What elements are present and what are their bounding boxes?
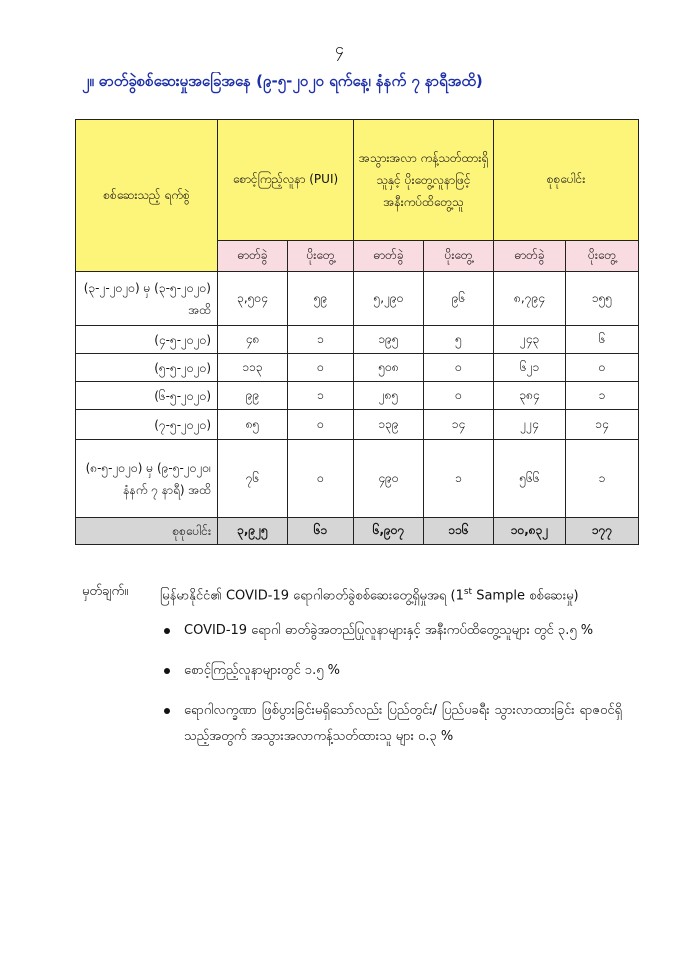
notes-section	[82, 580, 622, 764]
total-positive-cell: ၁	[566, 382, 639, 410]
notes-intro: မြန်မာနိုင်ငံ၏ COVID-19 ရောဂါဓာတ်ခွဲစစ်ဆေးတွေ့ရှိမှုအရ (1st Sample စစ်ဆေးမှု)	[160, 587, 579, 604]
contact-tested-cell: ၅,၂၉၀	[354, 272, 424, 326]
table-row	[76, 410, 639, 440]
bullet-dot-icon	[164, 668, 170, 674]
header-total: စုစုပေါင်း	[494, 120, 639, 241]
contact-positive-cell: ၅	[424, 326, 494, 354]
total-tested-cell: ၂၂၄	[494, 410, 566, 440]
pui-positive-cell: ၀	[288, 440, 354, 518]
subheader-tested: ဓာတ်ခွဲ	[494, 241, 566, 272]
contact-positive-cell: ၀	[424, 354, 494, 382]
contact-positive-cell: ၁	[424, 440, 494, 518]
pui-tested-cell: ၇၆	[218, 440, 288, 518]
bullet-dot-icon	[164, 628, 170, 634]
total-tested-cell: ၅၆၆	[494, 440, 566, 518]
contact-tested-cell: ၂၈၅	[354, 382, 424, 410]
subheader-tested: ဓာတ်ခွဲ	[354, 241, 424, 272]
total-tested-cell: ၂၄၃	[494, 326, 566, 354]
grand-tested-total: ၁၀,၈၃၂	[494, 518, 566, 545]
subheader-positive: ပိုးတွေ့	[288, 241, 354, 272]
pui-positive-cell: ၁	[288, 382, 354, 410]
row-date: (၈-၅-၂၀၂၀) မှ (၉-၅-၂၀၂၀၊ နံနက် ၇ နာရီ) အထိ	[76, 440, 218, 518]
total-tested-cell: ၈,၇၉၄	[494, 272, 566, 326]
subheader-positive: ပိုးတွေ့	[566, 241, 639, 272]
row-date: (၅-၅-၂၀၂၀)	[76, 354, 218, 382]
table-total-row	[76, 518, 639, 545]
pui-positive-cell: ၅၉	[288, 272, 354, 326]
total-positive-cell: ၁၅၅	[566, 272, 639, 326]
total-positive-cell: ၁	[566, 440, 639, 518]
pui-positive-cell: ၀	[288, 354, 354, 382]
total-label: စုစုပေါင်း	[76, 518, 218, 545]
pui-tested-cell: ၃,၅၀၄	[218, 272, 288, 326]
header-test-date: စစ်ဆေးသည့် ရက်စွဲ	[76, 120, 218, 272]
pui-tested-cell: ၈၅	[218, 410, 288, 440]
table-row	[76, 440, 639, 518]
bullet-dot-icon	[164, 708, 170, 714]
subheader-positive: ပိုးတွေ့	[424, 241, 494, 272]
pui-positive-cell: ၀	[288, 410, 354, 440]
testing-status-table	[75, 119, 639, 545]
total-tested-cell: ၃၈၄	[494, 382, 566, 410]
pui-positive-total: ၆၁	[288, 518, 354, 545]
section-heading: ၂။ ဓာတ်ခွဲစစ်ဆေးမှုအခြေအနေ (၉-၅-၂၀၂၀ ရက်နေ့၊ နံနက် ၇ နာရီအထိ)	[82, 72, 483, 90]
table-row	[76, 272, 639, 326]
contact-tested-cell: ၁၃၉	[354, 410, 424, 440]
contact-positive-total: ၁၁၆	[424, 518, 494, 545]
page-number: ၄	[335, 39, 344, 58]
contact-tested-cell: ၅၀၈	[354, 354, 424, 382]
row-date: (၆-၅-၂၀၂၀)	[76, 382, 218, 410]
list-item: ရောဂါလက္ခဏာ ဖြစ်ပွားခြင်းမရှိသော်လည်း ပြည်တွင်း/ ပြည်ပခရီး သွားလာထားခြင်း ရာဇဝင်ရှိသည့်အတွက် အသွားအလာကန့်သတ်ထားသူ များ ၀.၃ %	[162, 698, 622, 750]
header-pui: စောင့်ကြည့်လူနာ (PUI)	[218, 120, 354, 241]
list-item: စောင့်ကြည့်လူနာများတွင် ၁.၅ %	[162, 658, 622, 684]
notes-bullet-list	[162, 618, 622, 750]
contact-tested-total: ၆,၉၀၇	[354, 518, 424, 545]
grand-positive-total: ၁၇၇	[566, 518, 639, 545]
contact-tested-cell: ၄၉၀	[354, 440, 424, 518]
row-date: (၄-၅-၂၀၂၀)	[76, 326, 218, 354]
pui-positive-cell: ၁	[288, 326, 354, 354]
contact-positive-cell: ၉၆	[424, 272, 494, 326]
list-item: COVID-19 ရောဂါ ဓာတ်ခွဲအတည်ပြုလူနာများနှင့် အနီးကပ်ထိတွေ့သူများ တွင် ၃.၅ %	[162, 618, 622, 644]
total-tested-cell: ၆၂၁	[494, 354, 566, 382]
pui-tested-cell: ၉၉	[218, 382, 288, 410]
contact-tested-cell: ၁၉၅	[354, 326, 424, 354]
total-positive-cell: ၆	[566, 326, 639, 354]
pui-tested-cell: ၄၈	[218, 326, 288, 354]
contact-positive-cell: ၀	[424, 382, 494, 410]
total-positive-cell: ၁၄	[566, 410, 639, 440]
pui-tested-total: ၃,၉၂၅	[218, 518, 288, 545]
header-contacts: အသွားအလာ ကန့်သတ်ထားရှိသူနှင့် ပိုးတွေ့လူနာဖြင့် အနီးကပ်ထိတွေ့သူ	[354, 120, 494, 241]
notes-label: မှတ်ချက်။	[82, 584, 129, 599]
table-row	[76, 326, 639, 354]
table-row	[76, 382, 639, 410]
row-date: (၃-၂-၂၀၂၀) မှ (၃-၅-၂၀၂၀) အထိ	[76, 272, 218, 326]
row-date: (၇-၅-၂၀၂၀)	[76, 410, 218, 440]
contact-positive-cell: ၁၄	[424, 410, 494, 440]
subheader-tested: ဓာတ်ခွဲ	[218, 241, 288, 272]
table-row	[76, 354, 639, 382]
total-positive-cell: ၀	[566, 354, 639, 382]
pui-tested-cell: ၁၁၃	[218, 354, 288, 382]
